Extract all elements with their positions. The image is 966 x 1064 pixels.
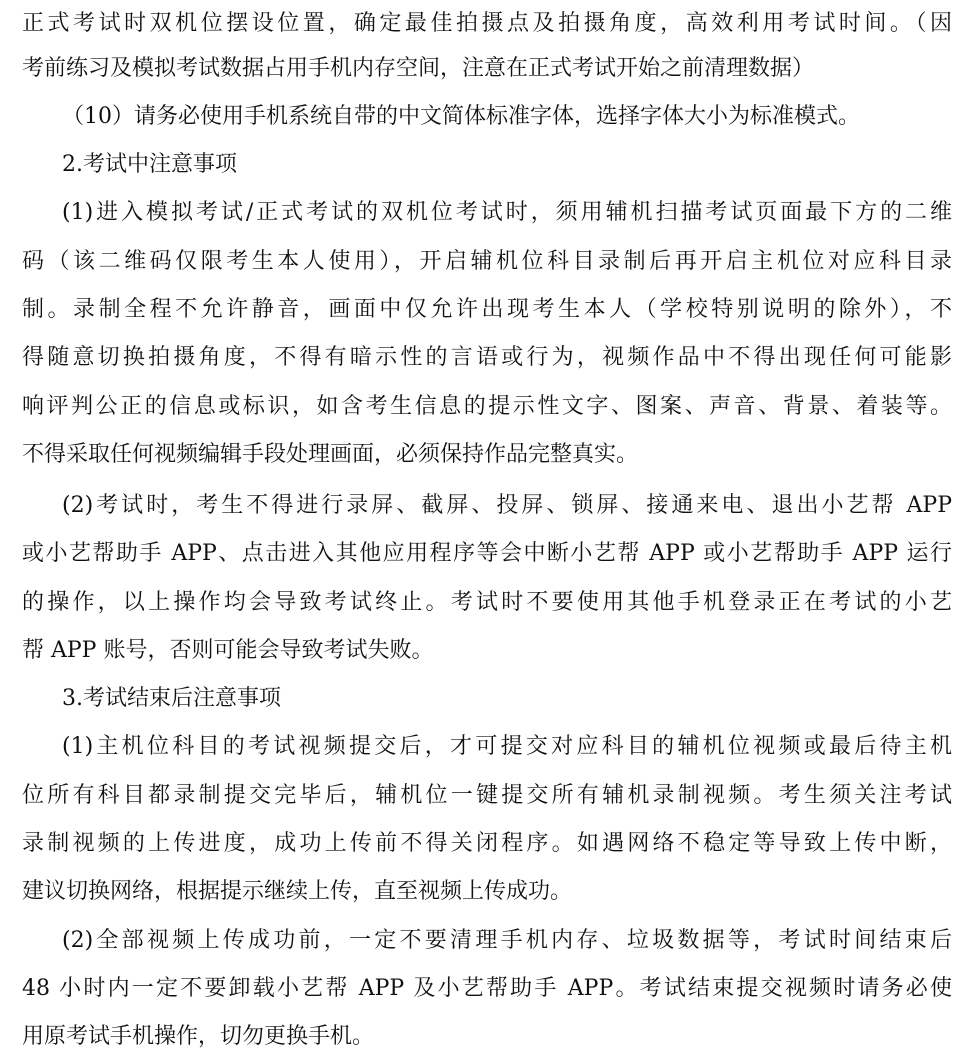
paragraph-line: 考前练习及模拟考试数据占用手机内存空间，注意在正式考试开始之前清理数据） xyxy=(22,56,815,81)
paragraph-line: 得随意切换拍摄角度，不得有暗示性的言语或行为，视频作品中不得出现任何可能影 xyxy=(22,345,952,370)
paragraph-line: 码（该二维码仅限考生本人使用），开启辅机位科目录制后再开启主机位对应科目录 xyxy=(22,249,952,274)
paragraph-line: 48 小时内一定不要卸载小艺帮 APP 及小艺帮助手 APP。考试结束提交视频时请务必使 xyxy=(22,976,952,1001)
paragraph-line: 建议切换网络，根据提示继续上传，直至视频上传成功。 xyxy=(22,879,573,904)
paragraph-line: （10）请务必使用手机系统自带的中文简体标准字体，选择字体大小为标准模式。 xyxy=(62,104,860,129)
paragraph-line: 不得采取任何视频编辑手段处理画面，必须保持作品完整真实。 xyxy=(22,442,639,467)
paragraph-line: 的操作，以上操作均会导致考试终止。考试时不要使用其他手机登录正在考试的小艺 xyxy=(22,590,952,615)
paragraph-line: 响评判公正的信息或标识，如含考生信息的提示性文字、图案、声音、背景、着装等。 xyxy=(22,394,952,419)
section-heading: 2.考试中注意事项 xyxy=(62,152,237,177)
paragraph-line: (1)进入模拟考试/正式考试的双机位考试时，须用辅机扫描考试页面最下方的二维 xyxy=(62,200,952,225)
paragraph-line: 正式考试时双机位摆设位置，确定最佳拍摄点及拍摄角度，高效利用考试时间。（因 xyxy=(22,11,952,36)
paragraph-line: 录制视频的上传进度，成功上传前不得关闭程序。如遇网络不稳定等导致上传中断， xyxy=(22,831,952,856)
paragraph-line: 制。录制全程不允许静音，画面中仅允许出现考生本人（学校特别说明的除外），不 xyxy=(22,297,952,322)
paragraph-line: (2)考试时，考生不得进行录屏、截屏、投屏、锁屏、接通来电、退出小艺帮 APP xyxy=(62,493,952,518)
paragraph-line: 用原考试手机操作，切勿更换手机。 xyxy=(22,1024,375,1049)
paragraph-line: 或小艺帮助手 APP、点击进入其他应用程序等会中断小艺帮 APP 或小艺帮助手 APP 运行 xyxy=(22,541,952,566)
paragraph-line: (2)全部视频上传成功前，一定不要清理手机内存、垃圾数据等，考试时间结束后 xyxy=(62,928,952,953)
section-heading: 3.考试结束后注意事项 xyxy=(62,686,281,711)
paragraph-line: 位所有科目都录制提交完毕后，辅机位一键提交所有辅机录制视频。考生须关注考试 xyxy=(22,783,952,808)
paragraph-line: 帮 APP 账号，否则可能会导致考试失败。 xyxy=(22,638,434,663)
paragraph-line: (1)主机位科目的考试视频提交后，才可提交对应科目的辅机位视频或最后待主机 xyxy=(62,734,952,759)
